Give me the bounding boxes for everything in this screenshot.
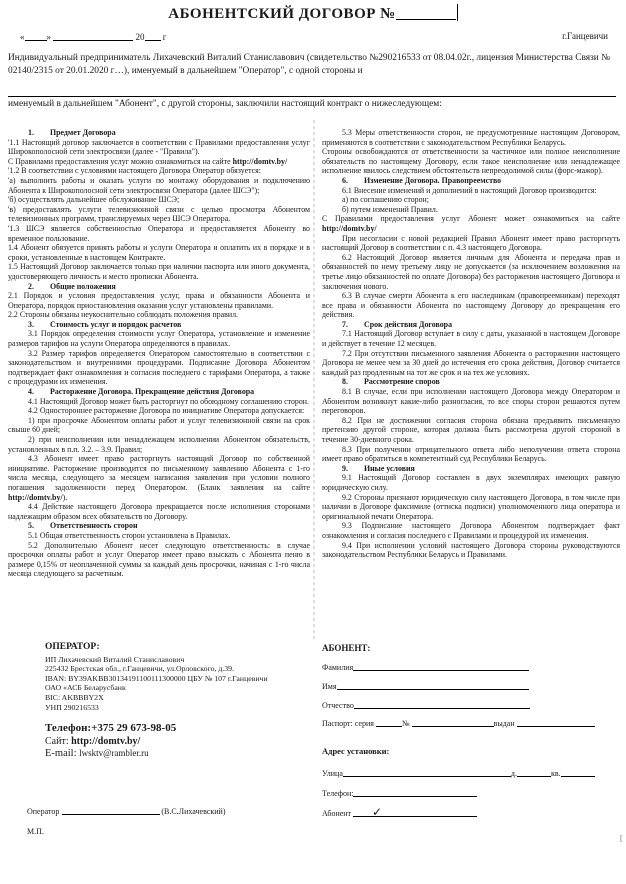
operator-name: ИП Лихачевский Виталий Станиславович — [45, 654, 185, 664]
operator-title: ОПЕРАТОР: — [45, 642, 100, 652]
clause: 7.1 Настоящий Договор вступает в силу с даты, указанной в настоящем Договоре и действует в течение 12 месяцев. — [322, 329, 620, 349]
site-link[interactable]: http://domtv.by/ — [322, 223, 377, 233]
date-line — [20, 31, 166, 42]
clause: '1.3 ШСЭ является собственностью Оператора и предоставляется Абоненту во временное пользование. — [8, 223, 310, 243]
surname-field[interactable] — [353, 662, 529, 671]
section-heading-4: 4. Расторжение Договора. Прекращение действия Договора — [28, 387, 255, 397]
section-heading-6: 6. Изменение Договора. Правопреемство — [342, 175, 502, 185]
contract-number-field[interactable] — [396, 5, 456, 20]
title-text: АБОНЕНТСКИЙ ДОГОВОР № — [168, 6, 396, 22]
clause: 4.3 Абонент имеет право расторгнуть настоящий Договор по собственной инициативе. Расторжение производится по письменному заявлению Абонента с 1-го числа месяца, следующего за месяцем написания заявления при условии полного погашения задолженности перед Оператором. (Бланк заявления на сайте http://domtv.by/). — [8, 454, 310, 502]
clause: С Правилами предоставления услуг можно ознакомиться на сайте http://domtv.by/ — [8, 156, 288, 166]
subscriber-signature-row: Абонент — [322, 808, 477, 818]
year-suffix: г — [162, 32, 167, 42]
operator-signature: Оператор (В.С.Лихачевский) — [27, 807, 226, 816]
name-row: Имя — [322, 681, 529, 691]
year-field[interactable] — [145, 31, 161, 41]
corner-mark: [ — [620, 834, 623, 843]
year-prefix: 20 — [135, 32, 145, 42]
operator-iban: IBAN: BY39AKBB30134191100111300000 ЦБУ № 107 г.Ганцевичи — [45, 673, 268, 683]
clause: 6.1 Внесение изменений и дополнений в настоящий Договор производится: — [342, 185, 597, 195]
street-row: Улица д. кв. — [322, 768, 595, 778]
passport-row: Паспорт: серия № выдан — [322, 718, 595, 728]
clause: 3.2 Размер тарифов определяется Оператором самостоятельно в соответствии с законодательством и внутренними процедурами. Подписание Договора Абонентом подтверждает факт ознакомления и согласия последнего с тарифами Оператора, а также с процедурами их изменения. — [8, 348, 310, 387]
clause: 6.3 В случае смерти Абонента к его наследникам (правопреемникам) переходят все права и обязанности Абонента по настоящему Договору до прекращения его действия. — [322, 291, 620, 320]
operator-phone: Телефон:+375 29 673-98-05 — [45, 722, 177, 734]
operator-unp: УНП 290216533 — [45, 702, 99, 712]
left-column — [8, 128, 310, 579]
clause: 8.2 При не достижении согласия сторона обязана предъявить письменную претензию другой стороне, которая должна быть рассмотрена другой стороной в течение 30-дневного срока. — [322, 415, 620, 444]
section-heading-7: 7. Срок действия Договора — [342, 319, 453, 329]
day-field[interactable] — [25, 31, 47, 41]
intro-paragraph: Индивидуальный предприниматель Лихачевский Виталий Станиславович (свидетельство №290216533 от 08.04.02г., лицензия Министерства Связи № 02140/2315 от 20.01.2020 г…), именуемый в дальнейшем "Оператор", с одной стороны и — [8, 53, 611, 76]
clause: 9.1 Настоящий Договор составлен в двух экземплярах имеющих равную юридическую силу. — [322, 473, 620, 492]
clause: Стороны освобождаются от ответственности за частичное или полное неисполнение обязательств по настоящему Договору, если такое неисполнение или ненадлежащее исполнение явилось следствием обстоятельств непреодолимой силы (форс-мажор). — [322, 147, 620, 176]
section-heading-8: 8. Рассмотрение споров — [342, 377, 440, 387]
clause: 5.1 Общая ответственность сторон установлена в Правилах. — [28, 530, 231, 540]
phone-row: Телефон: — [322, 788, 477, 798]
clause: 'а) выполнить работы и оказать услуги по монтажу оборудования и подключению Абонента к Широкополосной сети электросвязи Оператора (далее ШСЭ"); — [8, 175, 310, 195]
patronymic-field[interactable] — [354, 700, 530, 709]
quote-open: « — [20, 32, 25, 42]
clause: 'в) предоставлять услуги телевизионной связи с целью просмотра Абонентом телевизионных программ, транслируемых через ШСЭ Оператора. — [8, 204, 310, 224]
clause: '1.1 Настоящий договор заключается в соответствии с Правилами предоставления услуг Широкополосной сети электросвязи (далее - "Правила"). — [8, 137, 310, 157]
section-heading-1: 1. Предмет Договора — [28, 128, 116, 137]
check-mark-icon: ✓ — [372, 805, 383, 819]
clause: б) путем изменений Правил. — [342, 204, 438, 214]
clause: а) по соглашению сторон; — [342, 195, 429, 205]
month-field[interactable] — [53, 31, 133, 41]
clause: 1.5 Настоящий Договор заключается только при наличии паспорта или иного документа, удостоверяющего личность и место прописки Абонента. — [8, 262, 310, 281]
clause: 3.1 Порядок определения стоимости услуг Оператора, установление и изменение размеров тарифов на услуги Оператора определяются в правилах. — [8, 329, 310, 349]
phone-field[interactable] — [353, 788, 477, 797]
operator-address: 225432 Брестская обл., г.Ганцевичи, ул.Орловского, д.39. — [45, 664, 235, 674]
street-field[interactable] — [343, 768, 511, 777]
passport-series-field[interactable] — [376, 718, 402, 727]
site-link[interactable]: http://domtv.by/ — [8, 492, 63, 502]
flat-field[interactable] — [561, 768, 595, 777]
operator-email: E-mail: lwsktv@rambler.ru — [45, 748, 149, 759]
clause: 2.1 Порядок и условия предоставления услуг, права и обязанности Абонента и Оператора, порядок приостановления оказания услуг установлены правилами. — [8, 291, 310, 310]
intro-paragraph-2: именуемый в дальнейшем "Абонент", с другой стороны, заключили настоящий контракт о нижеследующем: — [8, 99, 442, 109]
clause: 9.2 Стороны признают юридическую силу настоящего Договора, в том числе при наличии в Договоре факсимиле (оттиска подписи) уполномоченного лица оператора и оригинальной печати Оператора. — [322, 492, 620, 521]
clause: С Правилами предоставления услуг Абонент может ознакомиться на сайте http://domtv.by/ — [322, 214, 620, 233]
clause: 'б) осуществлять дальнейшее обслуживание ШСЭ; — [8, 195, 180, 205]
clause: 7.2 При отсутствии письменного заявления Абонента о расторжении настоящего Договора не менее чем за 30 дней до истечения его срока действия, Договор считается каждый раз продленным на тот же срок и на тех же условиях. — [322, 348, 620, 377]
operator-site: Сайт: http://domtv.by/ — [45, 736, 141, 747]
clause: 1) при просрочке Абонентом оплаты работ и услуг телевизионной связи на срок свыше 60 дней; — [8, 415, 310, 435]
clause: 2) при неисполнении или ненадлежащем исполнении Абонентом обязательств, установленных в п.п. 3.2. – 3.9. Правил; — [8, 435, 310, 454]
clause: 4.4 Действие настоящего Договора прекращается после исполнения сторонами надлежащим образом всех обязательств по Договору. — [8, 502, 310, 521]
house-field[interactable] — [517, 768, 551, 777]
column-divider — [313, 120, 315, 640]
clause: 4.2 Одностороннее расторжение Договора по инициативе Оператора допускается: — [28, 406, 305, 416]
section-heading-3: 3. Стоимость услуг и порядок расчетов — [28, 319, 182, 329]
city: г.Ганцевичи — [562, 31, 608, 41]
clause: 1.4 Абонент обязуется принять работы и услуги Оператора и оплатить их в порядке и в сроки, установленные в настоящем Контракте. — [8, 243, 310, 262]
name-field[interactable] — [337, 681, 529, 690]
passport-number-field[interactable] — [412, 718, 494, 727]
clause: 9.3 Подписание настоящего Договора Абонентом подтверждает факт ознакомления и согласия последнего с Правилами и процедурой их изменения. — [322, 521, 620, 540]
passport-issued-field[interactable] — [517, 718, 595, 727]
site-link[interactable]: http://domtv.by/ — [71, 736, 141, 747]
site-link[interactable]: http://domtv.by/ — [232, 156, 288, 166]
right-column — [322, 128, 620, 560]
section-heading-2: 2. Общие положения — [28, 281, 116, 291]
subscriber-name-line[interactable] — [8, 96, 616, 97]
email-link[interactable]: lwsktv@rambler.ru — [79, 748, 149, 758]
quote-close: » — [46, 32, 51, 42]
operator-bic: BIC: AKBBBY2X — [45, 692, 104, 702]
patronymic-row: Отчество — [322, 700, 530, 710]
clause: При несогласии с новой редакцией Правил Абонент имеет право расторгнуть настоящий Договор в соответствии с п. 4.3 настоящего Договора. — [322, 233, 620, 253]
stamp-label: М.П. — [27, 827, 44, 836]
clause: 2.2 Стороны обязаны неукоснительно соблюдать положения правил. — [8, 310, 239, 320]
operator-bank: ОАО «АСБ Беларусбанк — [45, 683, 126, 693]
surname-row: Фамилия — [322, 662, 529, 672]
text-cursor — [457, 4, 458, 21]
clause: 4.1 Настоящий Договор может быть расторгнут по обоюдному соглашению сторон. — [28, 396, 309, 406]
contract-title — [0, 4, 626, 23]
operator-signature-field[interactable] — [62, 806, 160, 815]
clause: 8.3 При получении отрицательного ответа либо неполучении ответа сторона имеет право обратиться в компетентный суд Республики Беларусь. — [322, 444, 620, 464]
clause: 5.2 Дополнительно Абонент несет следующую ответственность: в случае просрочки оплаты работ и услуг Оператор имеет право взыскать с Абонента пеню в размере 0,15% от неоплаченной суммы за каждый день просрочки, начиная с 1-го числа месяца следующего за расчетным. — [8, 540, 310, 579]
clause: 8.1 В случае, если при исполнении настоящего Договора между Оператором и Абонентом возникнут какие-либо разногласия, то все споры сторон решаются путем переговоров. — [322, 387, 620, 416]
section-heading-9: 9. Иные условия — [342, 463, 415, 473]
section-heading-5: 5. Ответственность сторон — [28, 521, 138, 531]
clause: 9.4 При исполнении условий настоящего Договора стороны руководствуются законодательством Республики Беларусь и Правилами. — [322, 540, 620, 560]
operator-details — [45, 643, 268, 712]
clause: 5.3 Меры ответственности сторон, не предусмотренные настоящим Договором, применяются в соответствии с законодательством Республики Беларусь. — [322, 128, 620, 147]
address-title: Адрес установки: — [322, 746, 390, 756]
clause: 6.2 Настоящий Договор является личным для Абонента и передача прав и обязанностей по нему третьему лицу не допускается (за исключением возложения на третье лицо обязанностей по оплате Договора) без расторжения настоящего Договора и заключения нового. — [322, 252, 620, 291]
subscriber-title: АБОНЕНТ: — [322, 643, 371, 653]
clause: '1.2 В соответствии с условиями настоящего Договора Оператор обязуется: — [8, 166, 261, 176]
